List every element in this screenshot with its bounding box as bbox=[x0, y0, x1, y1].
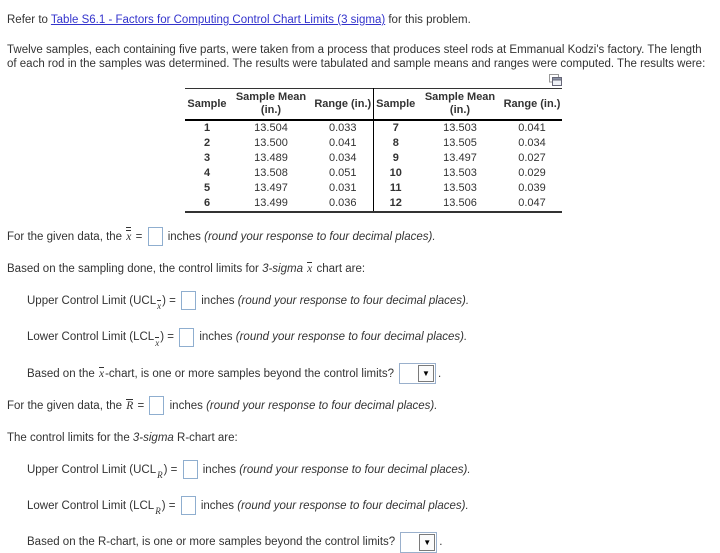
table-cell: 2 bbox=[203, 137, 211, 149]
table-row bbox=[185, 151, 562, 166]
table-cell: 0.033 bbox=[328, 122, 357, 134]
question-xchart-beyond bbox=[27, 363, 713, 385]
refer-line bbox=[7, 13, 713, 27]
table-cell: 4 bbox=[203, 167, 211, 179]
table-cell: 0.047 bbox=[518, 197, 546, 209]
header-sample-1: Sample bbox=[185, 89, 229, 121]
table-cell: 7 bbox=[373, 120, 418, 136]
table-cell: 13.503 bbox=[443, 167, 477, 179]
intro-text: Based on the sampling done, the control limits for bbox=[7, 263, 263, 275]
popup-table-icon[interactable] bbox=[549, 74, 562, 89]
refer-suffix: for this problem. bbox=[385, 14, 471, 26]
table-cell: 0.029 bbox=[518, 167, 546, 179]
table-cell: 0.036 bbox=[328, 197, 357, 209]
rbar-answer-input[interactable] bbox=[149, 396, 164, 415]
dropdown-arrow-icon[interactable]: ▼ bbox=[419, 534, 435, 551]
table-cell: 1 bbox=[203, 122, 211, 134]
table-cell: 13.497 bbox=[443, 152, 477, 164]
samples-table bbox=[185, 88, 562, 213]
rchart-limits-intro bbox=[7, 427, 713, 449]
table-cell: 0.041 bbox=[328, 137, 357, 149]
table-cell: 0.039 bbox=[518, 182, 546, 194]
equals-sign: = bbox=[132, 231, 146, 243]
unit-label: inches bbox=[198, 295, 238, 307]
table-cell: 6 bbox=[203, 197, 211, 209]
rounding-note: (round your response to four decimal places). bbox=[235, 331, 468, 344]
table-row bbox=[185, 120, 562, 136]
intro-text: The control limits for the bbox=[7, 431, 133, 444]
unit-label: inches bbox=[196, 331, 236, 344]
unit-label: inches bbox=[164, 231, 205, 243]
x-bar-symbol: x bbox=[307, 263, 313, 275]
label-suffix: ) = bbox=[163, 463, 181, 476]
problem-statement: Twelve samples, each containing five parts, were taken from a process that produces steel rods at Emmanual Kodzi's factory. The length of each rod in the samples was determined. The results were tabulated and sample means and ranges were computed. The results were: bbox=[7, 44, 706, 70]
question-lcl-r bbox=[27, 495, 713, 521]
period: . bbox=[439, 536, 443, 549]
table-cell: 12 bbox=[373, 196, 418, 212]
lcl-xbar-answer-input[interactable] bbox=[179, 328, 194, 347]
table-cell: 13.500 bbox=[254, 137, 288, 149]
rounding-note: (round your response to four decimal places). bbox=[237, 295, 470, 307]
table-cell: 10 bbox=[373, 166, 418, 181]
question-suffix: -chart, is one or more samples beyond the control limits? bbox=[105, 367, 394, 380]
table-cell: 9 bbox=[373, 151, 418, 166]
table-cell: 0.034 bbox=[328, 152, 357, 164]
table-row bbox=[185, 181, 562, 196]
unit-label: inches bbox=[166, 399, 207, 412]
ucl-xbar-answer-input[interactable] bbox=[181, 291, 196, 310]
table-cell: 13.503 bbox=[443, 122, 477, 134]
rounding-note: (round your response to four decimal places). bbox=[204, 231, 436, 243]
table-cell: 0.027 bbox=[518, 152, 546, 164]
table-row bbox=[185, 136, 562, 151]
question-rchart-beyond bbox=[27, 531, 713, 553]
question-ucl-r bbox=[27, 459, 713, 485]
table-cell: 13.489 bbox=[254, 152, 288, 164]
x-bar-symbol: x bbox=[98, 367, 105, 380]
question-lcl-xbar bbox=[27, 326, 713, 352]
rounding-note: (round your response to four decimal places). bbox=[237, 499, 469, 512]
table-cell: 0.034 bbox=[518, 137, 546, 149]
question-text: Based on the bbox=[27, 367, 98, 380]
table-cell: 8 bbox=[373, 136, 418, 151]
label-suffix: ) = bbox=[161, 499, 179, 512]
table-s61-link[interactable]: Table S6.1 - Factors for Computing Control Chart Limits (3 sigma) bbox=[50, 14, 386, 26]
question-text: Based on the R-chart, is one or more samples beyond the control limits? bbox=[27, 536, 396, 549]
xchart-beyond-limits-dropdown[interactable] bbox=[399, 363, 436, 384]
header-sample-mean-2: Sample Mean (in.) bbox=[418, 89, 502, 121]
x-double-bar-symbol: x bbox=[126, 231, 132, 243]
table-cell: 0.051 bbox=[328, 167, 357, 179]
question-rbar bbox=[7, 395, 713, 417]
table-row bbox=[185, 196, 562, 212]
lcl-r-answer-input[interactable] bbox=[181, 496, 196, 515]
header-range-2: Range (in.) bbox=[502, 89, 562, 121]
table-cell: 13.504 bbox=[254, 122, 288, 134]
table-cell: 13.503 bbox=[443, 182, 477, 194]
intro-suffix: R-chart are: bbox=[173, 431, 238, 444]
rounding-note: (round your response to four decimal places). bbox=[239, 463, 471, 476]
rchart-beyond-limits-dropdown[interactable] bbox=[400, 532, 437, 553]
xdoublebar-answer-input[interactable] bbox=[148, 227, 163, 246]
question-xdoublebar bbox=[7, 226, 713, 248]
dropdown-arrow-icon[interactable]: ▼ bbox=[418, 365, 434, 382]
rounding-note: (round your response to four decimal places). bbox=[206, 399, 438, 412]
table-cell: 0.031 bbox=[328, 182, 357, 194]
r-subscript: R bbox=[157, 469, 163, 480]
table-cell: 11 bbox=[373, 181, 418, 196]
label-text: Upper Control Limit (UCL bbox=[27, 463, 157, 476]
table-cell: 13.499 bbox=[254, 197, 288, 209]
header-sample-2: Sample bbox=[373, 89, 418, 121]
r-bar-symbol: R bbox=[126, 399, 134, 412]
x-bar-subscript: x bbox=[155, 337, 160, 348]
unit-label: inches bbox=[199, 463, 240, 476]
label-suffix: ) = bbox=[160, 331, 178, 344]
table-cell: 13.506 bbox=[443, 197, 477, 209]
xbar-limits-intro bbox=[7, 258, 713, 280]
header-range-1: Range (in.) bbox=[313, 89, 373, 121]
table-cell: 13.497 bbox=[254, 182, 288, 194]
header-sample-mean-1: Sample Mean (in.) bbox=[229, 89, 313, 121]
ucl-r-answer-input[interactable] bbox=[183, 460, 198, 479]
sigma-text: 3-sigma bbox=[262, 263, 303, 275]
table-header-row bbox=[185, 89, 562, 121]
question-text: For the given data, the bbox=[7, 399, 126, 412]
table-cell: 13.505 bbox=[443, 137, 477, 149]
table-cell: 3 bbox=[203, 152, 211, 164]
label-text: Upper Control Limit (UCL bbox=[27, 295, 157, 307]
unit-label: inches bbox=[197, 499, 238, 512]
table-cell: 0.041 bbox=[518, 122, 546, 134]
intro-suffix: chart are: bbox=[313, 263, 366, 275]
period: . bbox=[438, 367, 442, 380]
label-text: Lower Control Limit (LCL bbox=[27, 499, 155, 512]
table-cell: 5 bbox=[203, 182, 211, 194]
question-ucl-xbar bbox=[27, 290, 713, 316]
table-toolbar bbox=[185, 74, 562, 87]
label-text: Lower Control Limit (LCL bbox=[27, 331, 155, 344]
question-text: For the given data, the bbox=[7, 231, 126, 243]
table-cell: 13.508 bbox=[254, 167, 288, 179]
refer-prefix: Refer to bbox=[7, 14, 51, 26]
table-row bbox=[185, 166, 562, 181]
x-bar-subscript: x bbox=[157, 301, 162, 312]
r-subscript: R bbox=[155, 506, 161, 517]
equals-sign: = bbox=[134, 399, 148, 412]
sigma-text: 3-sigma bbox=[132, 431, 174, 444]
label-suffix: ) = bbox=[162, 295, 180, 307]
samples-table-area bbox=[185, 74, 562, 213]
